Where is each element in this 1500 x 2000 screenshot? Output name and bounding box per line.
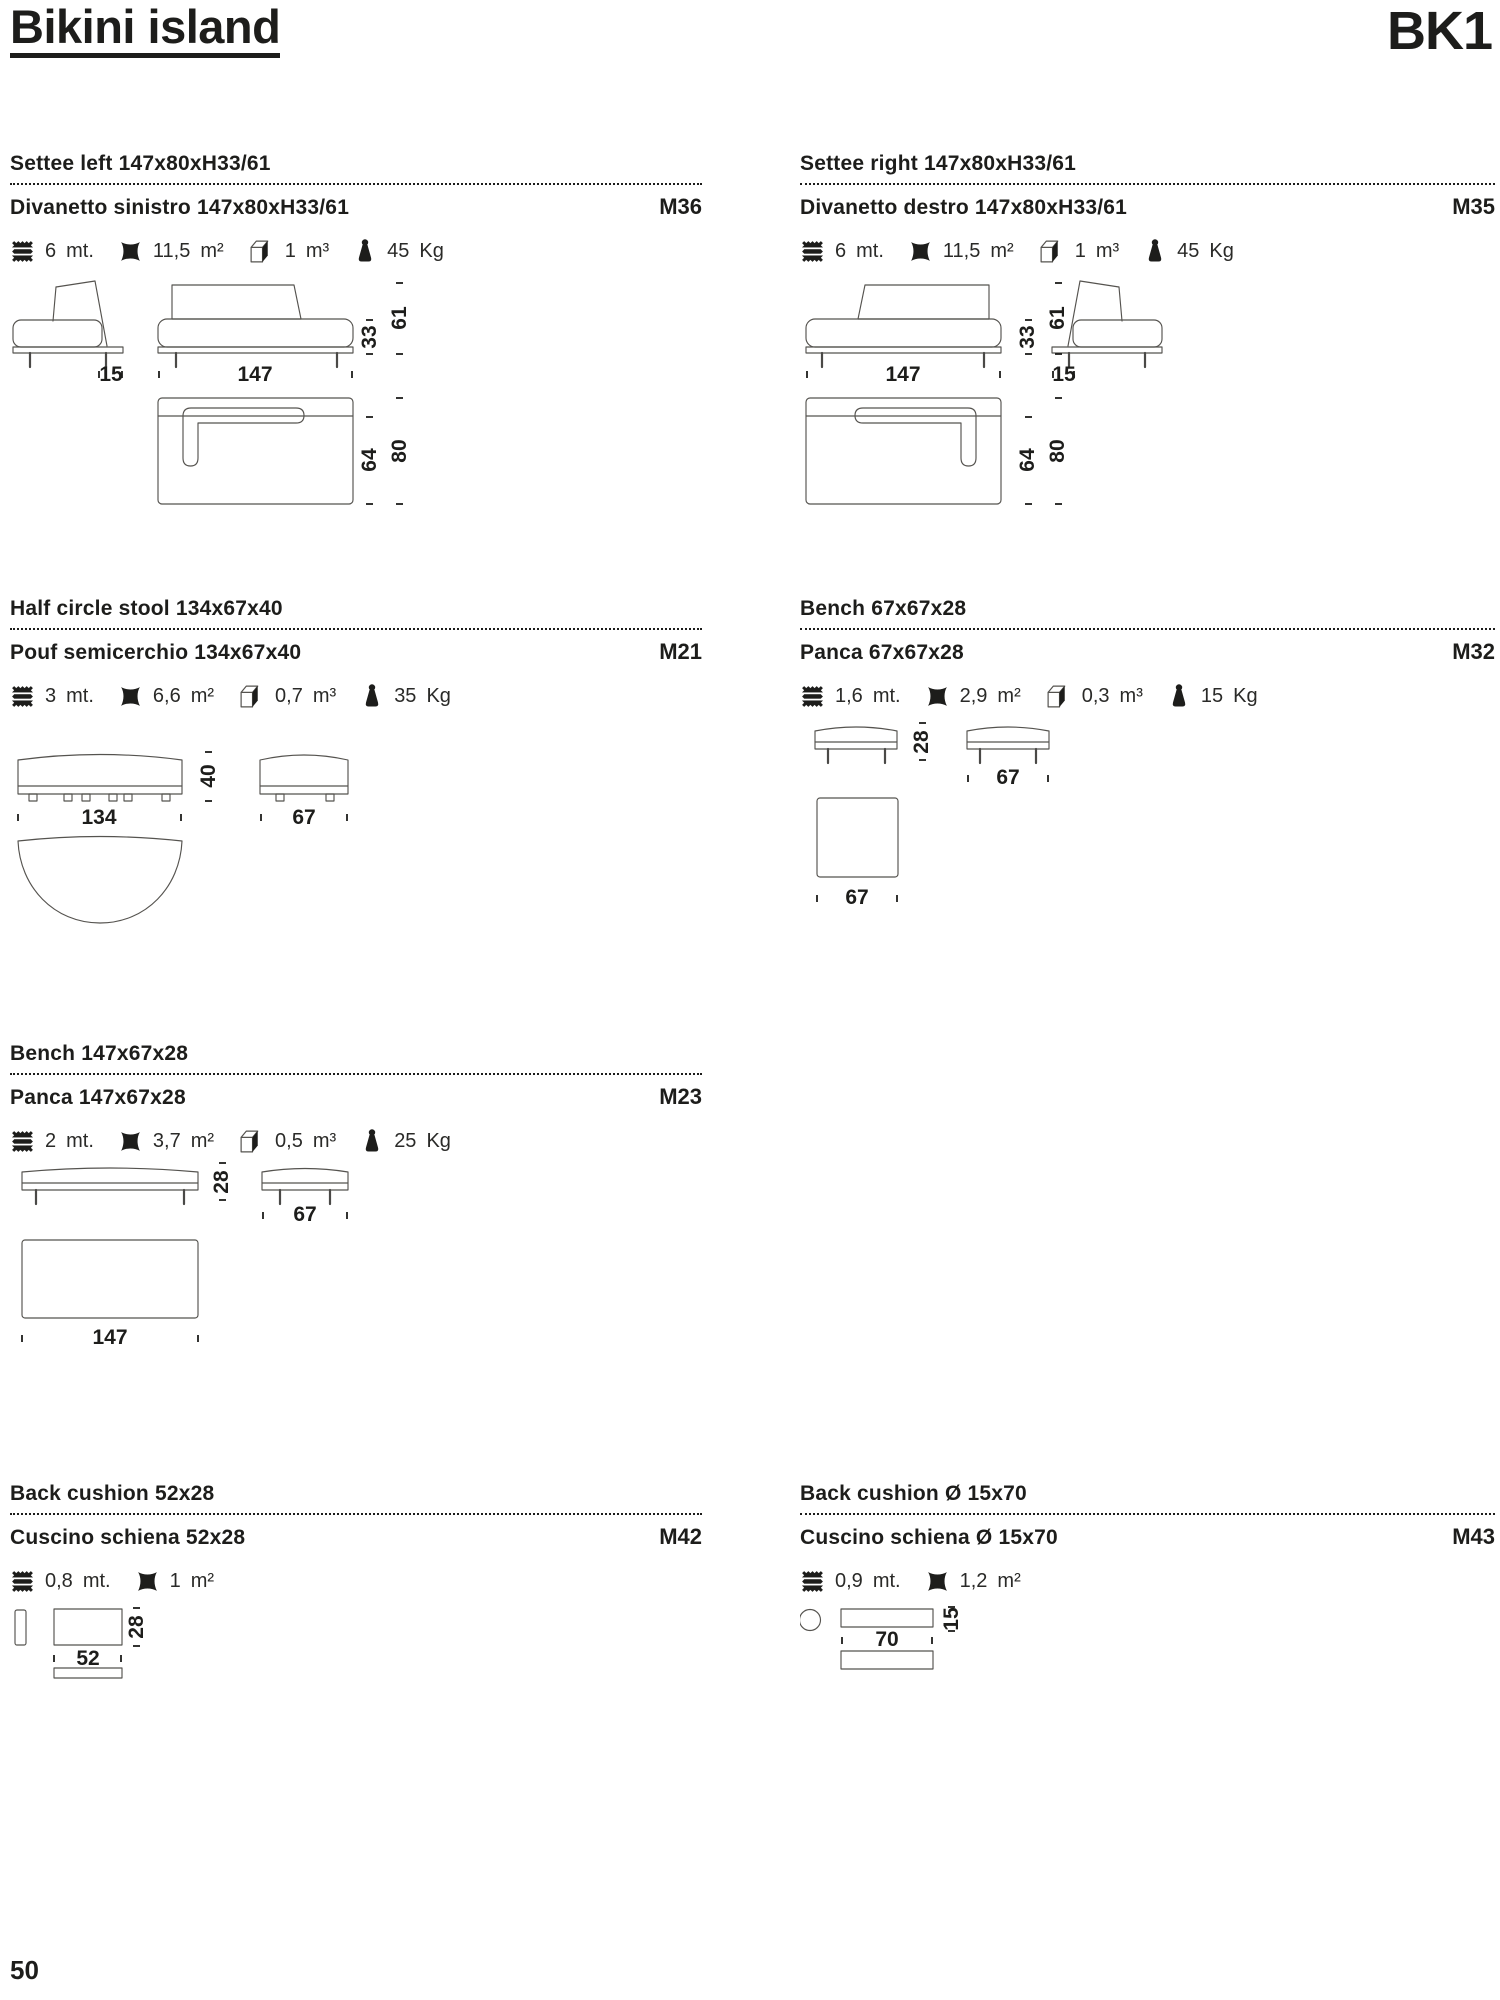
fabric-icon [800, 239, 825, 264]
dim-seat-height: 33 [358, 325, 381, 349]
dim-width: 70 [875, 1628, 899, 1651]
dim-seat-depth: 64 [1016, 448, 1039, 472]
product-name-en: Back cushion Ø 15x70 [800, 1482, 1495, 1515]
product-bench-147 [10, 1042, 702, 1377]
spec-row [10, 1566, 702, 1596]
spec-row [10, 1126, 702, 1156]
volume-icon [1045, 683, 1072, 710]
dim-width: 134 [81, 806, 117, 829]
product-name-en: Back cushion 52x28 [10, 1482, 702, 1515]
product-name-en: Half circle stool 134x67x40 [10, 597, 702, 630]
dim-diameter: 15 [940, 1607, 963, 1631]
spec-weight: 35 Kg [360, 683, 451, 709]
spec-row [800, 681, 1495, 711]
dim-height: 28 [125, 1615, 148, 1639]
product-code: M23 [659, 1084, 702, 1109]
leather-icon [925, 1569, 950, 1594]
spec-row [10, 236, 702, 266]
product-code: M36 [659, 194, 702, 219]
spec-volume: 1 m³ [248, 238, 329, 265]
leather-icon [118, 239, 143, 264]
dim-width: 147 [885, 363, 921, 386]
spec-row [800, 1566, 1495, 1596]
dim-seat-height: 33 [1016, 325, 1039, 349]
fabric-icon [10, 684, 35, 709]
product-name-it: Panca 67x67x28 [800, 641, 964, 664]
spec-fabric: 6 mt. [800, 239, 884, 264]
weight-icon [1143, 238, 1167, 264]
technical-drawing [10, 720, 430, 935]
technical-drawing [800, 1605, 1020, 1690]
weight-icon [360, 1128, 384, 1154]
product-name-it: Cuscino schiena 52x28 [10, 1526, 246, 1549]
spec-fabric: 6 mt. [10, 239, 94, 264]
product-name-en: Bench 67x67x28 [800, 597, 1495, 630]
product-settee-left [10, 152, 702, 597]
dim-depth: 67 [293, 1203, 317, 1226]
product-code: M35 [1452, 194, 1495, 219]
dim-plan-width: 67 [845, 886, 869, 909]
product-settee-right [800, 152, 1495, 597]
dim-total-depth: 80 [1046, 439, 1069, 463]
leather-icon [135, 1569, 160, 1594]
product-name-it: Cuscino schiena Ø 15x70 [800, 1526, 1058, 1549]
page-title: Bikini island [10, 2, 280, 58]
spec-leather: 1 m² [135, 1569, 214, 1594]
product-name-it: Panca 147x67x28 [10, 1086, 186, 1109]
weight-icon [360, 683, 384, 709]
spec-fabric: 0,9 mt. [800, 1569, 901, 1594]
spec-weight: 15 Kg [1167, 683, 1258, 709]
dim-height: 40 [197, 764, 220, 788]
dim-seat-depth: 64 [358, 448, 381, 472]
product-back-cushion-52 [10, 1482, 702, 1692]
product-name-en: Settee left 147x80xH33/61 [10, 152, 702, 185]
spec-leather: 11,5 m² [118, 239, 224, 264]
spec-leather: 3,7 m² [118, 1129, 214, 1154]
product-code: M21 [659, 639, 702, 664]
dim-back-height: 61 [388, 306, 411, 330]
spec-row [800, 236, 1495, 266]
spec-fabric: 3 mt. [10, 684, 94, 709]
leather-icon [118, 684, 143, 709]
spec-leather: 11,5 m² [908, 239, 1014, 264]
product-back-cushion-round [800, 1482, 1495, 1692]
dim-width: 147 [237, 363, 273, 386]
spec-row [10, 681, 702, 711]
product-name-it: Divanetto sinistro 147x80xH33/61 [10, 196, 350, 219]
dim-width: 52 [76, 1647, 100, 1670]
product-half-circle-stool [10, 597, 702, 942]
leather-icon [118, 1129, 143, 1154]
dim-ledge: 15 [1052, 363, 1076, 386]
technical-drawing [10, 1158, 440, 1363]
spec-volume: 0,5 m³ [238, 1128, 336, 1155]
volume-icon [1038, 238, 1065, 265]
product-code: M32 [1452, 639, 1495, 664]
spec-leather: 2,9 m² [925, 684, 1021, 709]
dim-depth: 67 [996, 766, 1020, 789]
product-bench-67 [800, 597, 1495, 942]
spec-weight: 45 Kg [353, 238, 444, 264]
fabric-icon [10, 239, 35, 264]
fabric-icon [800, 1569, 825, 1594]
product-name-en: Settee right 147x80xH33/61 [800, 152, 1495, 185]
fabric-icon [800, 684, 825, 709]
product-name-it: Pouf semicerchio 134x67x40 [10, 641, 302, 664]
volume-icon [248, 238, 275, 265]
spec-volume: 0,7 m³ [238, 683, 336, 710]
dim-height: 28 [210, 1170, 233, 1194]
spec-leather: 6,6 m² [118, 684, 214, 709]
page-number: 50 [10, 1955, 39, 1985]
spec-weight: 25 Kg [360, 1128, 451, 1154]
technical-drawing [10, 1605, 210, 1690]
collection-code: BK1 [1386, 1, 1492, 61]
weight-icon [353, 238, 377, 264]
spec-fabric: 2 mt. [10, 1129, 94, 1154]
dim-total-depth: 80 [388, 439, 411, 463]
spec-volume: 1 m³ [1038, 238, 1119, 265]
spec-weight: 45 Kg [1143, 238, 1234, 264]
product-name-en: Bench 147x67x28 [10, 1042, 702, 1075]
fabric-icon [10, 1129, 35, 1154]
product-code: M42 [659, 1524, 702, 1549]
technical-drawing [800, 715, 1230, 950]
volume-icon [238, 1128, 265, 1155]
dim-width: 147 [92, 1326, 128, 1349]
product-name-it: Divanetto destro 147x80xH33/61 [800, 196, 1127, 219]
product-code: M43 [1452, 1524, 1495, 1549]
leather-icon [925, 684, 950, 709]
fabric-icon [10, 1569, 35, 1594]
dim-depth: 67 [292, 806, 316, 829]
spec-fabric: 0,8 mt. [10, 1569, 111, 1594]
dim-back-height: 61 [1046, 306, 1069, 330]
spec-volume: 0,3 m³ [1045, 683, 1143, 710]
spec-fabric: 1,6 mt. [800, 684, 901, 709]
volume-icon [238, 683, 265, 710]
weight-icon [1167, 683, 1191, 709]
spec-leather: 1,2 m² [925, 1569, 1021, 1594]
leather-icon [908, 239, 933, 264]
technical-drawing [800, 270, 1220, 530]
dim-height: 28 [910, 730, 933, 754]
technical-drawing [10, 270, 430, 530]
dim-ledge: 15 [99, 363, 123, 386]
